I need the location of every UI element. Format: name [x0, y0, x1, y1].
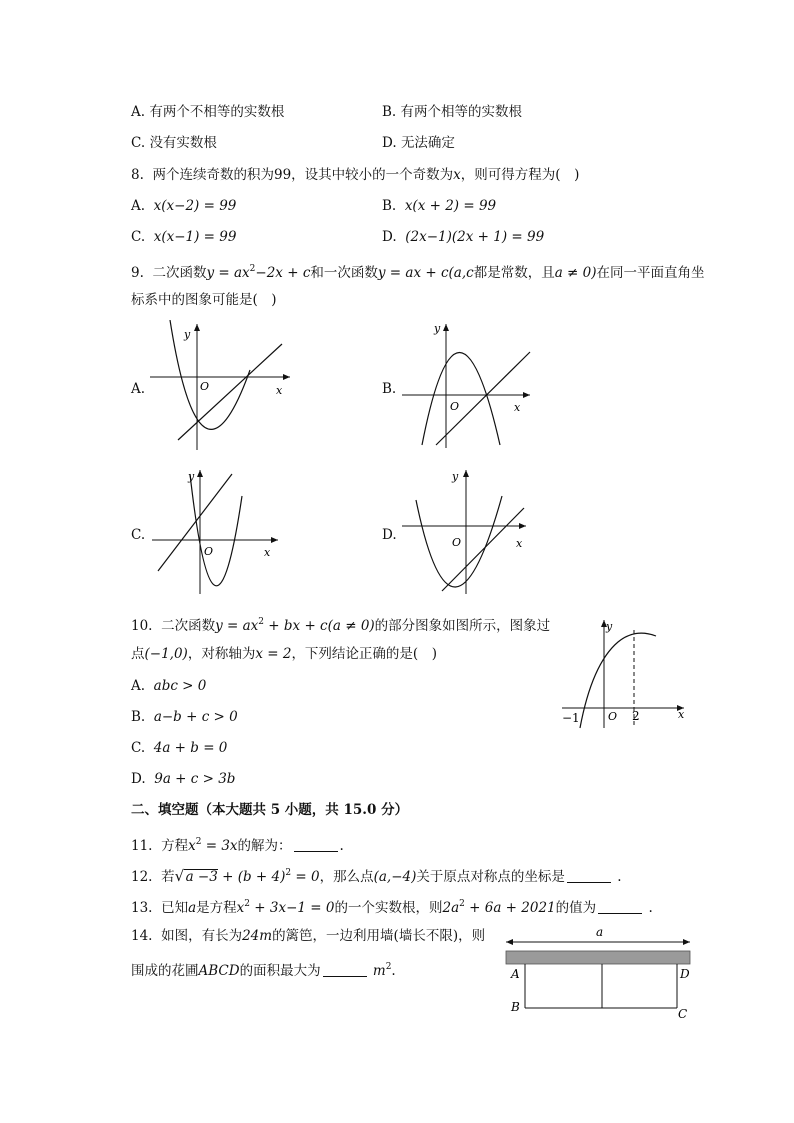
- q7-option-c: C. 没有实数根: [131, 135, 217, 151]
- q10-option-b: B. a−b + c > 0: [131, 709, 238, 725]
- q13: 13. 已知a是方程$x^2 + 3x-1 = 0$的一个实数根，则$2a^2 + 6a + 2021$的值为 .: [131, 899, 653, 916]
- q13-answer-blank[interactable]: [598, 901, 642, 914]
- q9-graph-b-label: B.: [382, 381, 397, 397]
- q14-figure: [500, 922, 700, 1022]
- y-label: y: [606, 620, 613, 633]
- q9-stem-line2: 标系中的图象可能是( ): [131, 292, 277, 308]
- wall: [506, 951, 690, 964]
- q7-option-a: A. 有两个不相等的实数根: [131, 104, 285, 120]
- x-label: x: [678, 708, 685, 721]
- q14-answer-blank[interactable]: [323, 964, 367, 977]
- a-label: a: [596, 925, 604, 939]
- sqrt-expression: √ a −3: [174, 867, 218, 885]
- y-label: y: [452, 470, 459, 483]
- q14-line1: 14. 如图，有长为24m的篱笆，一边利用墙(墙长不限)，则: [131, 928, 486, 944]
- origin-label: O: [452, 536, 462, 549]
- q10-option-d: D. 9a + c > 3b: [131, 771, 236, 787]
- point-b-label: B: [511, 1000, 520, 1014]
- q9-graph-c: [152, 466, 292, 596]
- origin-label: O: [200, 380, 210, 393]
- q9-graph-b: [402, 320, 542, 450]
- x-label: x: [276, 384, 283, 397]
- q10-option-c: C. 4a + b = 0: [131, 740, 228, 756]
- q11: 11. 方程$x^2 = 3x$的解为： .: [131, 837, 344, 854]
- q8-option-b: B. x(x + 2) = 99: [382, 198, 497, 214]
- q9-graph-d-label: D.: [382, 527, 397, 543]
- y-label: y: [434, 322, 441, 335]
- point-a-label: A: [511, 967, 520, 981]
- y-label: y: [188, 470, 195, 483]
- y-label: y: [184, 328, 191, 341]
- two-label: 2: [632, 709, 640, 723]
- q11-answer-blank[interactable]: [294, 839, 338, 852]
- section-title: 二、填空题（本大题共 5 小题，共 15.0 分）: [131, 802, 409, 818]
- q8-option-d: D. (2x−1)(2x + 1) = 99: [382, 229, 545, 245]
- q7-option-b: B. 有两个相等的实数根: [382, 104, 523, 120]
- origin-label: O: [608, 710, 618, 723]
- q12-answer-blank[interactable]: [567, 870, 611, 883]
- q9-stem-line1: 9. 二次函数$y = ax^2-2x + c$和一次函数y = ax + c(a,c都是常数，且a ≠ 0)在同一平面直角坐: [131, 264, 705, 281]
- q9-graph-a: [150, 320, 300, 450]
- q14-line2: 围成的花圃ABCD的面积最大为 $m^2$.: [131, 962, 396, 979]
- x-label: x: [514, 401, 521, 414]
- q12: 12. 若 √ $a -3 + (b + 4)^2 = 0$，那么点(a,−4)关于原点对称点的坐标是 .: [131, 867, 622, 885]
- q9-graph-d: [402, 466, 542, 596]
- q8-option-c: C. x(x−1) = 99: [131, 229, 237, 245]
- q10-graph: [558, 614, 694, 732]
- q10-stem-line2: 点(−1,0)，对称轴为x = 2，下列结论正确的是( ): [131, 646, 437, 662]
- origin-label: O: [204, 545, 214, 558]
- q10-stem-line1: 10. 二次函数$y = ax^2$ + bx + c(a ≠ 0)的部分图象如图所示，图象过: [131, 617, 551, 634]
- x-label: x: [516, 537, 523, 550]
- origin-label: O: [450, 400, 460, 413]
- q9-graph-a-label: A.: [131, 381, 146, 397]
- point-c-label: C: [678, 1007, 688, 1021]
- q7-option-d: D. 无法确定: [382, 135, 455, 151]
- point-d-label: D: [680, 967, 690, 981]
- neg-one-label: −1: [562, 711, 580, 725]
- q8-option-a: A. x(x−2) = 99: [131, 198, 237, 214]
- q9-graph-c-label: C.: [131, 527, 146, 543]
- q8-stem: 8. 两个连续奇数的积为99，设其中较小的一个奇数为x，则可得方程为( ): [131, 167, 580, 183]
- x-label: x: [264, 546, 271, 559]
- q10-option-a: A. abc > 0: [131, 678, 207, 694]
